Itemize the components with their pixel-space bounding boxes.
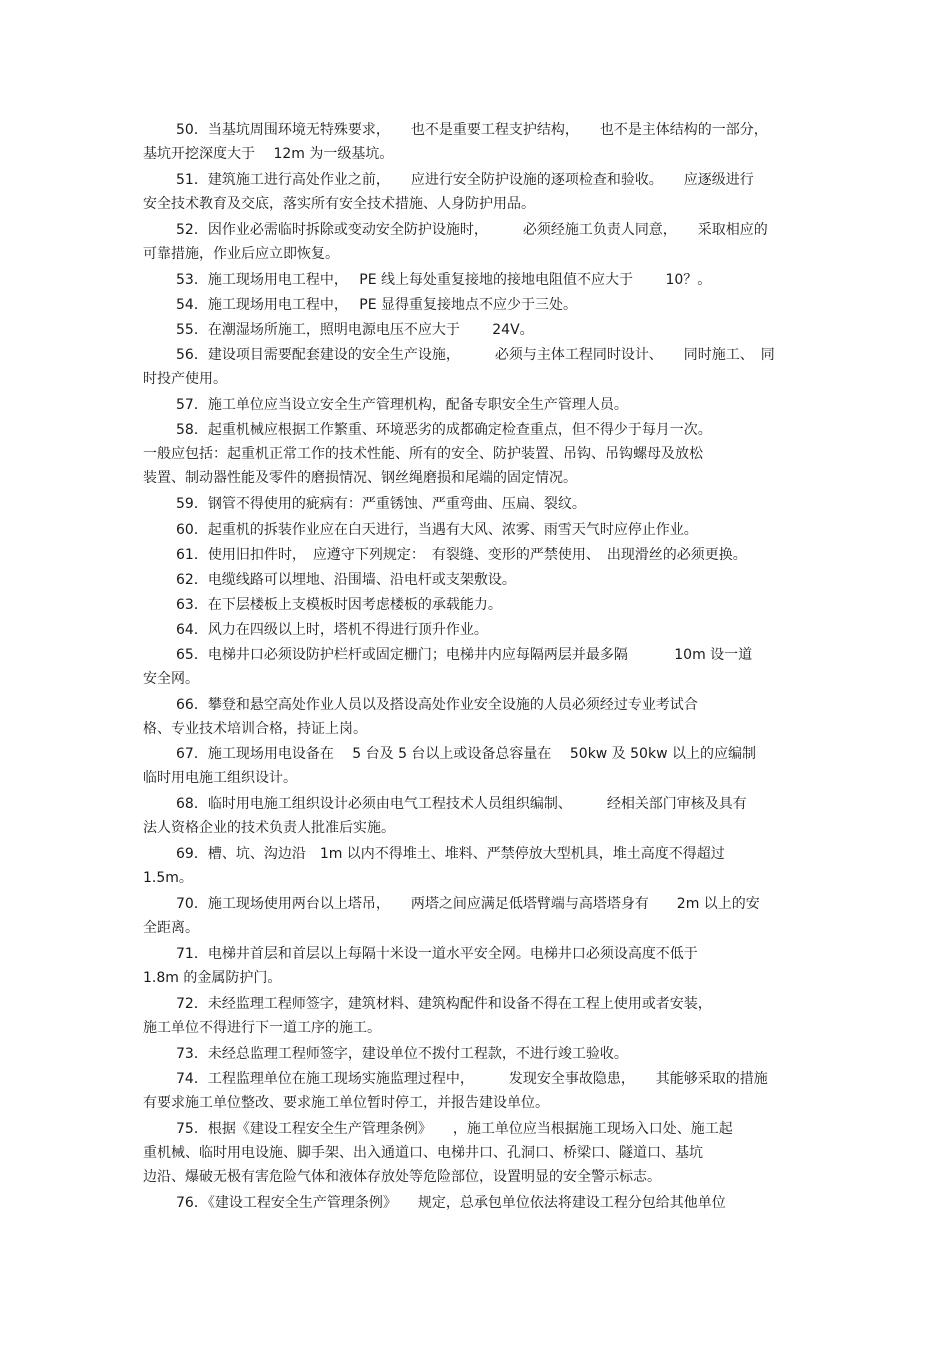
text-line: 58．起重机械应根据工作繁重、环境恶劣的成都确定检查重点，但不得少于每月一次。 [176, 422, 712, 438]
text-line: 51．建筑施工进行高处作业之前， 应进行安全防护设施的逐项检查和验收。 应逐级进行 [176, 172, 754, 188]
text-line: 时投产使用。 [143, 371, 227, 387]
list-item [143, 1117, 807, 1189]
text-line: 65．电梯井口必须设防护栏杆或固定栅门；电梯井内应每隔两层并最多隔 10m 设一道 [176, 647, 753, 663]
list-item [143, 1191, 807, 1215]
text-line: 61．使用旧扣件时， 应遵守下列规定： 有裂缝、变形的严禁使用、 出现滑丝的必须更换。 [176, 547, 747, 563]
text-line: 安全技术教育及交底，落实所有安全技术措施、人身防护用品。 [143, 196, 535, 212]
text-line: 52．因作业必需临时拆除或变动安全防护设施时， 必须经施工负责人同意， 采取相应的 [176, 222, 768, 238]
list-item [143, 842, 807, 890]
text-line: 62．电缆线路可以埋地、沿围墙、沿电杆或支架敷设。 [176, 572, 516, 588]
list-item [143, 892, 807, 940]
text-line: 全距离。 [143, 920, 199, 936]
list-item [143, 942, 807, 990]
text-line: 63．在下层楼板上支模板时因考虑楼板的承载能力。 [176, 597, 502, 613]
text-line: 法人资格企业的技术负责人批准后实施。 [143, 820, 395, 836]
list-item [143, 293, 807, 317]
text-line: 55．在潮湿场所施工，照明电源电压不应大于 24V。 [176, 322, 534, 338]
text-line: 64．风力在四级以上时，塔机不得进行顶升作业。 [176, 622, 488, 638]
text-line: 60．起重机的拆装作业应在白天进行，当遇有大风、浓雾、雨雪天气时应停止作业。 [176, 522, 698, 538]
list-item [143, 618, 807, 642]
text-line: 76．《建设工程安全生产管理条例》 规定，总承包单位依法将建设工程分包给其他单位 [176, 1195, 726, 1211]
text-line: 装置、制动器性能及零件的磨损情况、钢丝绳磨损和尾端的固定情况。 [143, 470, 577, 486]
list-item [143, 168, 807, 216]
list-item [143, 418, 807, 490]
text-line: 59．钢管不得使用的疵病有：严重锈蚀、严重弯曲、压扁、裂纹。 [176, 496, 586, 512]
list-item [143, 1042, 807, 1066]
list-item [143, 118, 807, 166]
text-line: 74．工程监理单位在施工现场实施监理过程中， 发现安全事故隐患， 其能够采取的措施 [176, 1071, 768, 1087]
list-item [143, 693, 807, 741]
list-item [143, 218, 807, 266]
text-line: 施工单位不得进行下一道工序的施工。 [143, 1020, 381, 1036]
text-line: 边沿、爆破无极有害危险气体和液体存放处等危险部位，设置明显的安全警示标志。 [143, 1169, 661, 1185]
text-line: 66．攀登和悬空高处作业人员以及搭设高处作业安全设施的人员必须经过专业考试合 [176, 697, 698, 713]
text-line: 75．根据《建设工程安全生产管理条例》 ，施工单位应当根据施工现场入口处、施工起 [176, 1121, 733, 1137]
text-line: 可靠措施，作业后应立即恢复。 [143, 246, 339, 262]
text-line: 53．施工现场用电工程中， PE 线上每处重复接地的接地电阻值不应大于 10？。 [176, 272, 712, 288]
list-item [143, 593, 807, 617]
text-line: 临时用电施工组织设计。 [143, 770, 297, 786]
list-item [143, 1067, 807, 1115]
list-item [143, 643, 807, 691]
list-item [143, 492, 807, 516]
text-line: 1.5m。 [143, 870, 193, 886]
text-line: 68．临时用电施工组织设计必须由电气工程技术人员组织编制、 经相关部门审核及具有 [176, 796, 747, 812]
text-line: 有要求施工单位整改、要求施工单位暂时停工，并报告建设单位。 [143, 1095, 549, 1111]
text-line: 基坑开挖深度大于 12m 为一级基坑。 [143, 146, 394, 162]
list-item [143, 518, 807, 542]
text-line: 重机械、临时用电设施、脚手架、出入通道口、电梯井口、孔洞口、桥梁口、隧道口、基坑 [143, 1145, 703, 1161]
list-item [143, 742, 807, 790]
text-line: 1.8m 的金属防护门。 [143, 970, 282, 986]
text-line: 71．电梯井首层和首层以上每隔十米设一道水平安全网。电梯井口必须设高度不低于 [176, 946, 698, 962]
list-item [143, 792, 807, 840]
list-item [143, 568, 807, 592]
text-line: 56．建设项目需要配套建设的安全生产设施， 必须与主体工程同时设计、 同时施工、 同 [176, 347, 775, 363]
text-line: 54．施工现场用电工程中， PE 显得重复接地点不应少于三处。 [176, 297, 578, 313]
text-line: 69．槽、坑、沟边沿 1m 以内不得堆土、堆料、严禁停放大型机具，堆土高度不得超过 [176, 846, 725, 862]
text-line: 67．施工现场用电设备在 5 台及 5 台以上或设备总容量在 50kw 及 50kw 以上的应编制 [176, 746, 756, 762]
text-line: 安全网。 [143, 671, 199, 687]
list-item [143, 543, 807, 567]
text-line: 70．施工现场使用两台以上塔吊， 两塔之间应满足低塔臂端与高塔塔身有 2m 以上的安 [176, 896, 760, 912]
text-line: 50．当基坑周围环境无特殊要求， 也不是重要工程支护结构， 也不是主体结构的一部分， [176, 122, 768, 138]
text-line: 73．未经总监理工程师签字，建设单位不拨付工程款，不进行竣工验收。 [176, 1046, 628, 1062]
list-item [143, 992, 807, 1040]
text-line: 格、专业技术培训合格，持证上岗。 [143, 721, 367, 737]
list-item [143, 318, 807, 342]
text-line: 一般应包括：起重机正常工作的技术性能、所有的安全、防护装置、吊钩、吊钩螺母及放松 [143, 446, 703, 462]
list-item [143, 268, 807, 292]
text-line: 57．施工单位应当设立安全生产管理机构，配备专职安全生产管理人员。 [176, 397, 628, 413]
list-item [143, 393, 807, 417]
text-line: 72．未经监理工程师签字，建筑材料、建筑构配件和设备不得在工程上使用或者安装， [176, 996, 712, 1012]
list-item [143, 343, 807, 391]
